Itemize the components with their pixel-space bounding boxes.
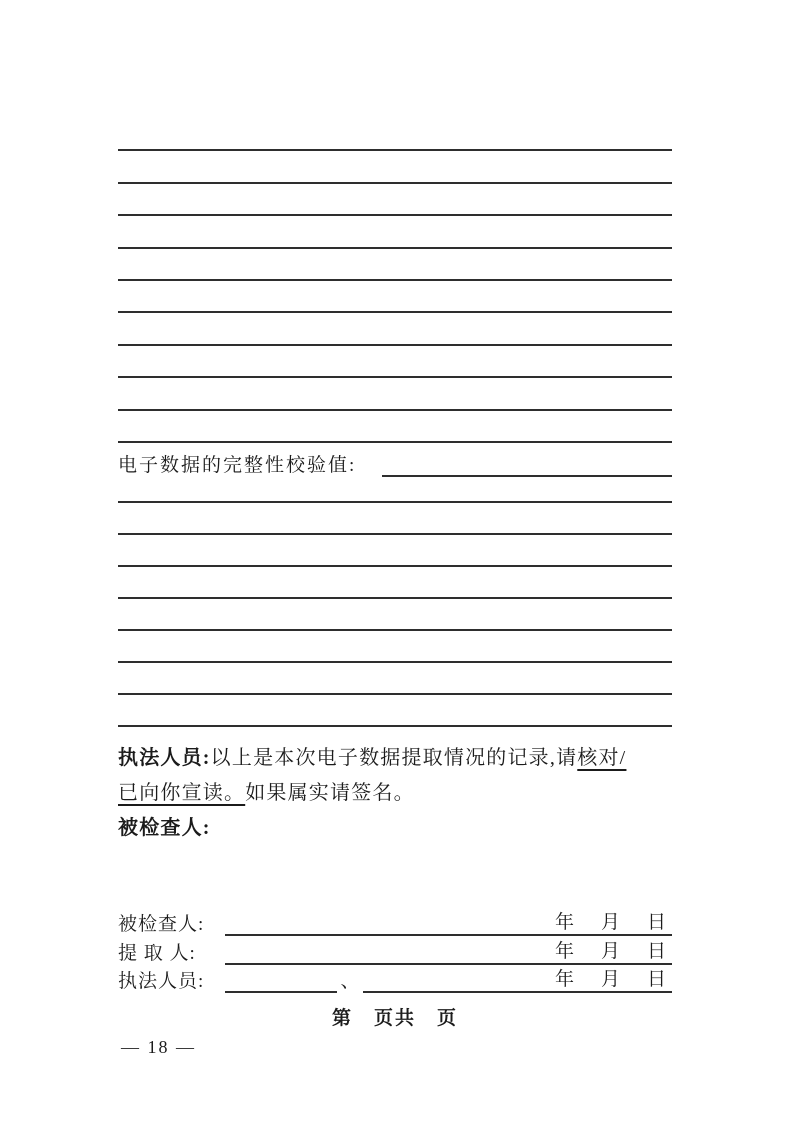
officer-statement-underlined-second: 已向你宣读。	[118, 781, 246, 804]
date-stamp: 年 月 日	[554, 940, 670, 962]
middle-blank-lines-section	[118, 477, 672, 727]
signature-block	[118, 908, 672, 994]
signature-row-label: 提 取 人:	[118, 942, 196, 964]
blank-writing-line	[118, 216, 672, 248]
blank-writing-line	[118, 477, 672, 503]
signature-row-label: 被检查人:	[118, 914, 205, 936]
blank-writing-line	[118, 631, 672, 663]
blank-writing-line	[118, 663, 672, 695]
signature-row-officers	[118, 965, 672, 994]
blank-writing-line	[118, 378, 672, 410]
blank-writing-line	[118, 119, 672, 151]
signature-fill-line	[225, 908, 672, 937]
officer-statement-underlined-first: 核对/	[577, 746, 627, 769]
date-stamp: 年 月 日	[554, 969, 670, 991]
officer-name-separator: 、	[340, 971, 360, 993]
inspected-person-heading: 被检查人:	[118, 816, 211, 839]
officer-statement	[118, 741, 672, 811]
signature-row-extractor	[118, 936, 672, 965]
checksum-fill-line	[382, 443, 672, 477]
blank-writing-line	[118, 281, 672, 313]
officer-statement-text-after: 如果属实请签名。	[245, 781, 415, 804]
blank-writing-line	[118, 151, 672, 183]
date-stamp: 年 月 日	[554, 912, 670, 934]
signature-row-label: 执法人员:	[118, 971, 205, 993]
signature-fill-line-second-officer	[363, 965, 672, 994]
blank-writing-line	[118, 346, 672, 378]
blank-writing-line	[118, 599, 672, 631]
officer-statement-text-before: 以上是本次电子数据提取情况的记录,请	[210, 746, 578, 769]
blank-writing-line	[118, 567, 672, 599]
blank-writing-line	[118, 535, 672, 567]
checksum-label: 电子数据的完整性校验值:	[118, 454, 357, 476]
officer-statement-label: 执法人员:	[118, 746, 211, 769]
blank-writing-line	[118, 249, 672, 281]
page-counter: 第 页共 页	[331, 1008, 458, 1030]
checksum-row	[118, 443, 672, 477]
blank-writing-line	[118, 695, 672, 727]
footer-page-number: — 18 —	[121, 1037, 196, 1057]
signature-fill-line-first-officer	[225, 965, 337, 994]
signature-row-inspected-person	[118, 908, 672, 937]
top-blank-lines-section	[118, 119, 672, 443]
blank-writing-line	[118, 313, 672, 345]
blank-writing-line	[118, 503, 672, 535]
blank-writing-line	[118, 184, 672, 216]
signature-fill-line	[225, 936, 672, 965]
blank-writing-line	[118, 411, 672, 443]
form-content	[118, 119, 672, 1030]
